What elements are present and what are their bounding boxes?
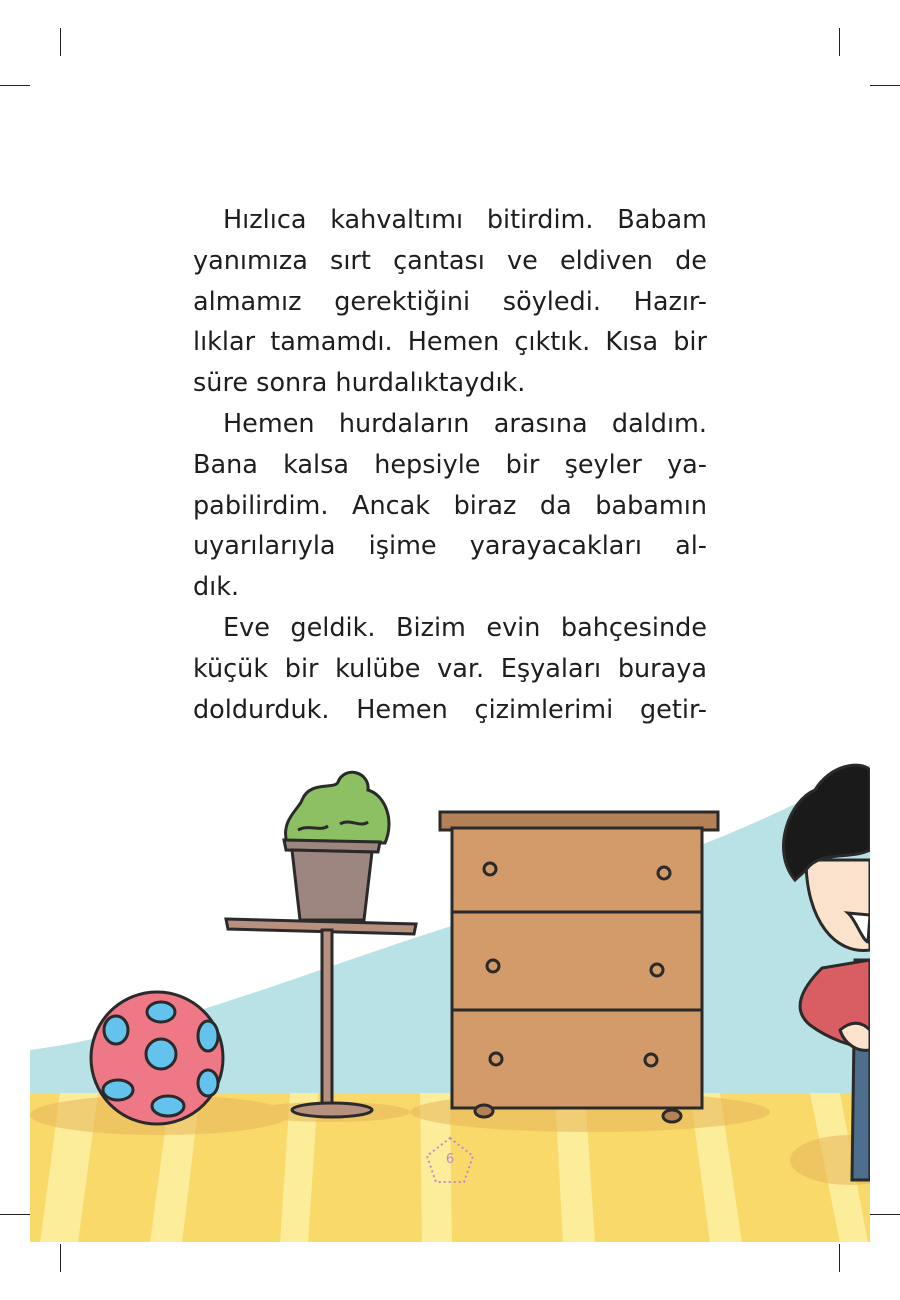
page-number: 6 <box>445 1152 455 1167</box>
story-text <box>193 200 707 730</box>
ball <box>91 992 223 1124</box>
text-line: doldurduk. Hemen çizimlerimi getir- <box>193 694 707 725</box>
text-line: lıklar tamamdı. Hemen çıktık. Kısa bir <box>193 327 707 358</box>
text-line: dık. <box>193 572 240 603</box>
text-line: pabilirdim. Ancak biraz da babamın <box>193 490 707 521</box>
text-line: uyarılarıyla işime yarayacakları al- <box>193 531 707 562</box>
text-line: Eve geldik. Bizim evin bahçesinde <box>223 612 707 643</box>
text-line: almamız gerektiğini söyledi. Hazır- <box>193 286 707 317</box>
story-paragraph <box>193 608 707 730</box>
text-line: yanımıza sırt çantası ve eldiven de <box>193 245 707 276</box>
text-line: süre sonra hurdalıktaydık. <box>193 368 526 399</box>
text-line: küçük bir kulübe var. Eşyaları buraya <box>193 653 707 684</box>
potted-plant <box>284 772 389 920</box>
dresser <box>440 812 718 1122</box>
story-paragraph <box>193 404 707 608</box>
text-line: Hızlıca kahvaltımı bitirdim. Babam <box>223 205 707 235</box>
text-line: Bana kalsa hepsiyle bir şeyler ya- <box>193 449 707 480</box>
text-line: Hemen hurdaların arasına daldım. <box>223 408 707 439</box>
story-paragraph <box>193 200 707 404</box>
